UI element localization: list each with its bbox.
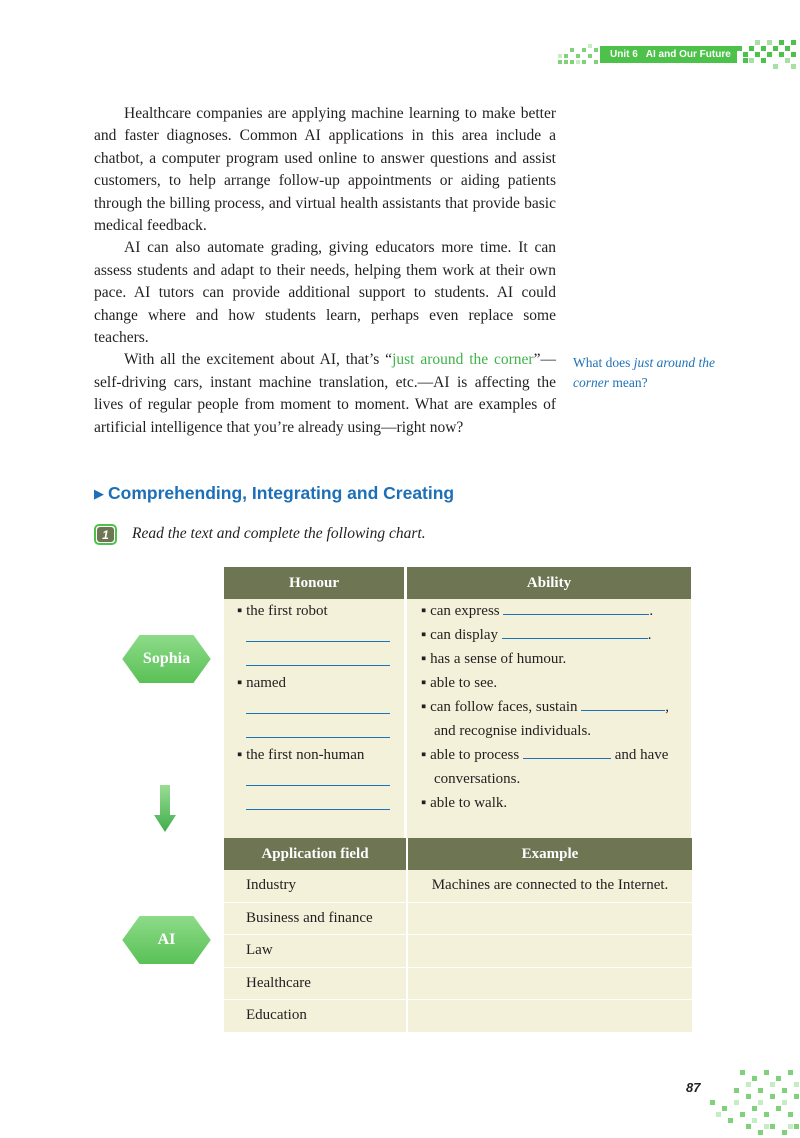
- unit-header-band: [600, 46, 737, 63]
- table-row: [224, 967, 692, 1000]
- ability-cell: [406, 599, 692, 845]
- ability-text: able to walk.: [430, 795, 508, 811]
- bullet-icon: ▪: [421, 603, 427, 619]
- ability-item: ▪ can follow faces, sustain ,: [407, 695, 691, 719]
- ability-item-continued: and recognise individuals.: [434, 723, 592, 739]
- sophia-table: [224, 567, 691, 845]
- answer-blank-line[interactable]: [503, 600, 649, 615]
- pixel-pattern-left: [558, 44, 600, 66]
- ability-item: ▪ can display .: [407, 623, 691, 647]
- paragraph-text-end: ”—self-driving cars, instant machine translation, etc.—AI is affecting the lives of regular people from moment to moment. What are examples of artificial intelligence that you’re already using—right now?: [94, 351, 556, 436]
- ability-text: can follow faces, sustain: [430, 699, 578, 715]
- table-row: [224, 1000, 692, 1033]
- ability-text: able to process: [430, 747, 520, 763]
- pixel-pattern-right: [737, 40, 800, 70]
- bullet-icon: ▪: [421, 747, 427, 763]
- answer-blank-line[interactable]: [502, 624, 648, 639]
- honour-item: [224, 671, 404, 695]
- bullet-icon: ▪: [237, 603, 243, 619]
- example-answer-cell[interactable]: [407, 902, 692, 935]
- task-number-badge: [94, 524, 118, 546]
- down-arrow-icon: [154, 785, 176, 833]
- ability-item-continued: conversations.: [434, 771, 521, 787]
- ability-header: Ability: [406, 567, 692, 599]
- example-cell: Machines are connected to the Internet.: [407, 870, 692, 902]
- note-italic-phrase: just around the corner: [573, 355, 715, 390]
- bullet-icon: ▪: [421, 627, 427, 643]
- section-heading: [94, 483, 454, 504]
- sophia-diamond: [119, 630, 214, 688]
- table-row: [224, 935, 692, 968]
- task-number: 1: [102, 528, 109, 542]
- ai-label: AI: [157, 931, 176, 948]
- answer-blank-line[interactable]: [246, 793, 390, 810]
- field-cell: Industry: [224, 870, 407, 902]
- highlighted-phrase: just around the corner: [392, 351, 534, 369]
- paragraph-healthcare: Healthcare companies are applying machine learning to make better and faster diagnoses. Common AI applications in this area include a chatbot, a computer program used online to answer questions and assist customers, to help arrange follow-up appointments or aiding patients through the billing process, and virtual health assistants that provide basic medical feedback.: [94, 105, 556, 235]
- application-field-header: Application field: [224, 838, 407, 870]
- unit-label: Unit 6: [610, 49, 638, 60]
- honour-text: the first non-human: [246, 747, 365, 763]
- sophia-label: Sophia: [142, 650, 191, 667]
- ability-item: [407, 647, 691, 671]
- ability-text: has a sense of humour.: [430, 651, 567, 667]
- unit-title: AI and Our Future: [645, 49, 731, 60]
- honour-text: named: [246, 675, 287, 691]
- answer-blank-line[interactable]: [246, 769, 390, 786]
- answer-blank-line[interactable]: [581, 696, 665, 711]
- honour-header: Honour: [224, 567, 406, 599]
- example-header: Example: [407, 838, 692, 870]
- ability-text: and have: [614, 747, 669, 763]
- answer-blank-line[interactable]: [246, 697, 390, 714]
- answer-blank[interactable]: [224, 791, 404, 815]
- ability-text: able to see.: [430, 675, 498, 691]
- pixel-pattern-bottom: [700, 1070, 800, 1138]
- table-row: [224, 870, 692, 902]
- honour-item: [224, 743, 404, 767]
- ability-text: can display: [430, 627, 498, 643]
- example-answer-cell[interactable]: [407, 967, 692, 1000]
- reading-passage: [94, 103, 556, 439]
- margin-note: [573, 353, 723, 393]
- honour-text: the first robot: [246, 603, 328, 619]
- answer-blank-line[interactable]: [523, 744, 611, 759]
- example-answer-cell[interactable]: [407, 1000, 692, 1033]
- bullet-icon: ▪: [421, 651, 427, 667]
- field-cell: Healthcare: [224, 967, 407, 1000]
- answer-blank[interactable]: [224, 623, 404, 647]
- bullet-icon: ▪: [237, 747, 243, 763]
- answer-blank-line[interactable]: [246, 625, 390, 642]
- answer-blank-line[interactable]: [246, 721, 390, 738]
- field-cell: Law: [224, 935, 407, 968]
- ability-item: ▪ can express .: [407, 599, 691, 623]
- honour-cell: [224, 599, 406, 845]
- answer-blank[interactable]: [224, 767, 404, 791]
- paragraph-education: AI can also automate grading, giving educators more time. It can assess students and adapt to their needs, helping them work at their own pace. AI tutors can provide additional support to students. AI could change where and how students learn, perhaps even replace some teachers.: [94, 239, 556, 347]
- honour-item: [224, 599, 404, 623]
- triangle-bullet-icon: ▶: [94, 486, 104, 501]
- bullet-icon: ▪: [421, 675, 427, 691]
- paragraph-text-start: With all the excitement about AI, that’s “: [124, 351, 393, 369]
- page-number: 87: [686, 1080, 701, 1095]
- table-row: [224, 902, 692, 935]
- ai-diamond: [119, 911, 214, 969]
- section-heading-text: Comprehending, Integrating and Creating: [108, 483, 455, 503]
- ability-item: [407, 791, 691, 815]
- ai-application-table: [224, 838, 692, 1033]
- ability-item: [407, 671, 691, 695]
- field-cell: Business and finance: [224, 902, 407, 935]
- example-answer-cell[interactable]: [407, 935, 692, 968]
- field-cell: Education: [224, 1000, 407, 1033]
- ability-text: can express: [430, 603, 500, 619]
- ability-item: [407, 743, 691, 767]
- answer-blank[interactable]: [224, 719, 404, 743]
- bullet-icon: ▪: [237, 675, 243, 691]
- bullet-icon: ▪: [421, 699, 427, 715]
- task-text: Read the text and complete the following chart.: [132, 525, 426, 542]
- note-text-end: mean?: [609, 375, 648, 390]
- answer-blank[interactable]: [224, 695, 404, 719]
- answer-blank-line[interactable]: [246, 649, 390, 666]
- paragraph-excitement: [94, 349, 556, 439]
- note-text-start: What does: [573, 355, 634, 370]
- answer-blank[interactable]: [224, 647, 404, 671]
- bullet-icon: ▪: [421, 795, 427, 811]
